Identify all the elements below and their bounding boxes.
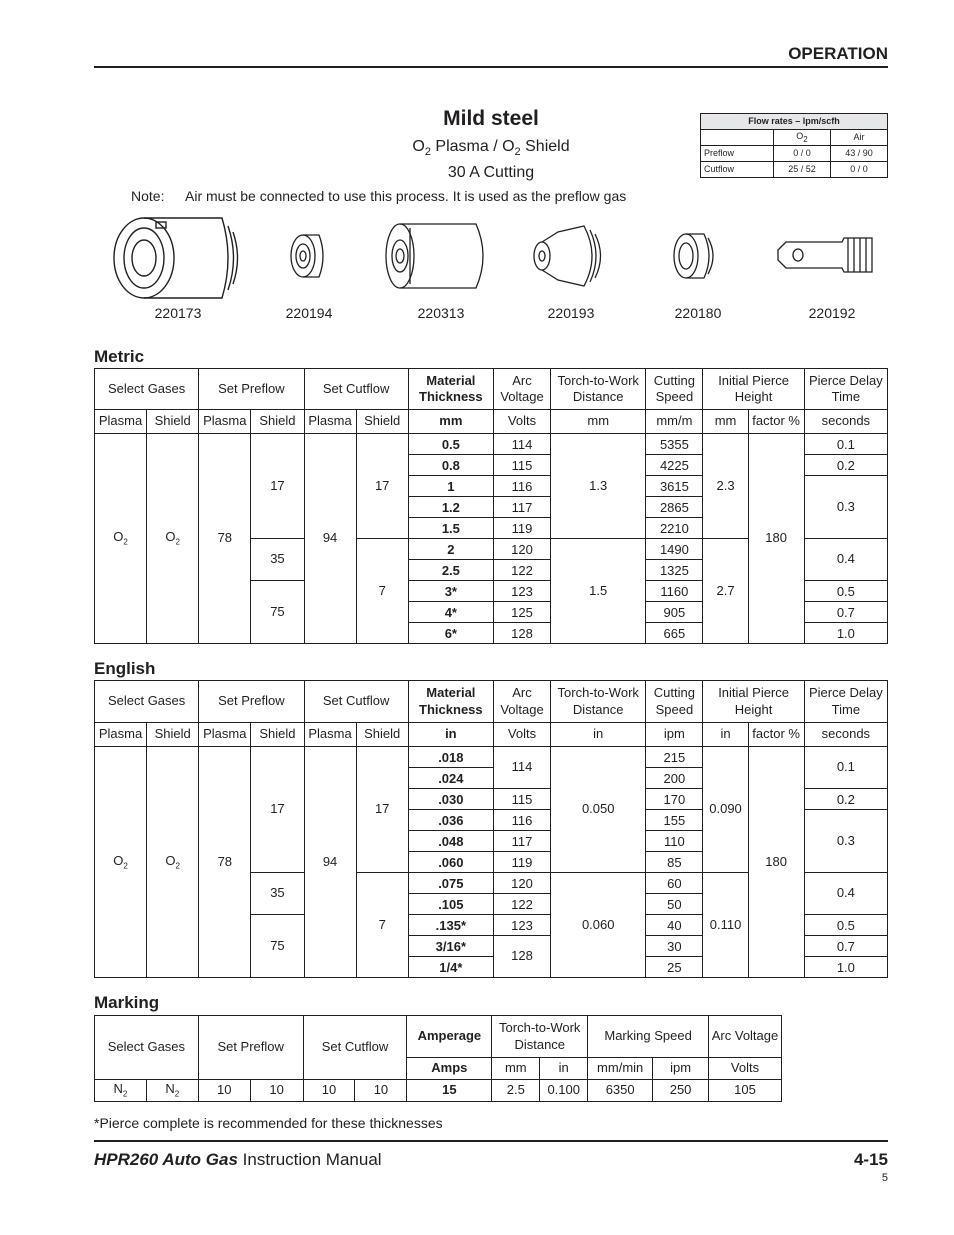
table-row: $O_2$ $O_2$ 78 17 94 17 0.5 114 1.3 5355 2.3 180 0.1 <box>95 434 888 455</box>
part-number: 220180 <box>674 305 722 321</box>
table-row: 1.5 119 2210 <box>95 518 888 539</box>
part-number: 220192 <box>808 305 856 321</box>
footer-manual-title: HPR260 Auto Gas Instruction Manual <box>94 1150 382 1169</box>
table-row: 75 .135* 123 40 0.5 <box>95 915 888 936</box>
table-row: .024 200 <box>95 768 888 789</box>
table-row: 1/4* 25 1.0 <box>95 957 888 978</box>
table-row: 35 7 .075 120 0.060 60 0.110 0.4 <box>95 873 888 894</box>
electrode-drawing <box>772 234 882 276</box>
table-row: $N_2$ $N_2$ 10 10 10 10 15 2.5 0.100 6350 250 105 <box>95 1080 782 1102</box>
table-row: 35 7 2 120 1.5 1490 2.7 0.4 <box>95 539 888 560</box>
shield-cap-drawing <box>104 212 244 304</box>
metric-heading: Metric <box>94 347 145 366</box>
part-number: 220194 <box>285 305 333 321</box>
table-row: 75 3* 123 1160 0.5 <box>95 581 888 602</box>
table-row: 1 116 3615 0.3 <box>95 476 888 497</box>
table-row: 4* 125 905 0.7 <box>95 602 888 623</box>
metric-table: Select Gases Set Preflow Set Cutflow Material Thickness Arc Voltage Torch-to-Work Distance Cutting Speed Initial Pierce Height Pierce Delay Time Plasma Shield Plasma Shield Plasma Shield mm Volts mm mm/m mm factor % seconds $O_2$ $O_2$ 78 17 94 17 0.5 114 1.3 5355 2.3 180 0.1 0.8 115 4225 0.2 1 116 3615 0.3 1.2 117 2865 1.5 119 2210 35 7 2 120 1.5 1490 2.7 0.4 2.5 122 1325 75 3* 123 1160 0.5 4* 125 905 0.7 6* 128 665 1.0 <box>94 368 888 644</box>
part-number: 220313 <box>417 305 465 321</box>
process-current: 30 A Cutting <box>447 164 535 181</box>
table-row: $O_2$ $O_2$ 78 17 94 17 .018 114 0.050 215 0.090 180 0.1 <box>95 747 888 768</box>
page-number: 4-15 <box>853 1150 888 1169</box>
table-row: .048 117 110 <box>95 831 888 852</box>
table-row: .030 115 170 0.2 <box>95 789 888 810</box>
table-row: .036 116 155 0.3 <box>95 810 888 831</box>
table-row: 0.8 115 4225 0.2 <box>95 455 888 476</box>
marking-heading: Marking <box>94 993 160 1012</box>
flow-col-air: Air <box>831 130 888 146</box>
table-row: 2.5 122 1325 <box>95 560 888 581</box>
flow-rates-table: Flow rates – lpm/scfh $O_2$ Air Preflow 0 / 0 43 / 90 Cutflow 25 / 52 0 / 0 <box>700 113 888 178</box>
marking-table: Select Gases Set Preflow Set Cutflow Amperage Torch-to-Work Distance Marking Speed Arc Voltage Amps mm in mm/min ipm Volts $N_2$ $N_2$ 10 10 10 10 15 2.5 0.100 6350 250 105 <box>94 1015 782 1102</box>
shield-drawing <box>285 230 333 282</box>
page-index: 5 <box>881 1172 888 1184</box>
flow-row-label: Preflow <box>701 146 774 162</box>
retaining-cap-drawing <box>380 216 492 296</box>
table-row: .105 122 50 <box>95 894 888 915</box>
part-number: 220193 <box>547 305 595 321</box>
section-header: OPERATION <box>788 44 888 63</box>
note: Note: Air must be connected to use this process. It is used as the preflow gas <box>131 188 627 204</box>
table-row: 6* 128 665 1.0 <box>95 623 888 644</box>
swirl-ring-drawing <box>668 228 724 284</box>
english-table: Select Gases Set Preflow Set Cutflow Material Thickness Arc Voltage Torch-to-Work Distance Cutting Speed Initial Pierce Height Pierce Delay Time Plasma Shield Plasma Shield Plasma Shield in Volts in ipm in factor % seconds $O_2$ $O_2$ 78 17 94 17 .018 114 0.050 215 0.090 180 0.1 .024 200 .030 115 170 0.2 .036 116 155 0.3 .048 117 110 .060 119 85 35 7 .075 120 0.060 60 0.110 0.4 .105 122 50 75 .135* 123 40 0.5 3/16* 128 30 0.7 1/4* 25 1.0 <box>94 680 888 978</box>
header-rule <box>94 66 888 68</box>
footer-rule <box>94 1140 888 1142</box>
flow-rates-title: Flow rates – lpm/scfh <box>701 114 888 130</box>
footnote: *Pierce complete is recommended for these thicknesses <box>94 1115 443 1131</box>
table-row: 1.2 117 2865 <box>95 497 888 518</box>
english-heading: English <box>94 659 156 678</box>
table-row: 3/16* 128 30 0.7 <box>95 936 888 957</box>
table-row: .060 119 85 <box>95 852 888 873</box>
process-subtitle: $O_2$ Plasma / $O_2$ Shield <box>412 138 570 159</box>
page-title: Mild steel <box>443 107 539 130</box>
flow-col-o2: $O_2$ <box>774 130 831 146</box>
nozzle-drawing <box>528 218 608 294</box>
flow-row-label: Cutflow <box>701 162 774 178</box>
part-number: 220173 <box>154 305 202 321</box>
